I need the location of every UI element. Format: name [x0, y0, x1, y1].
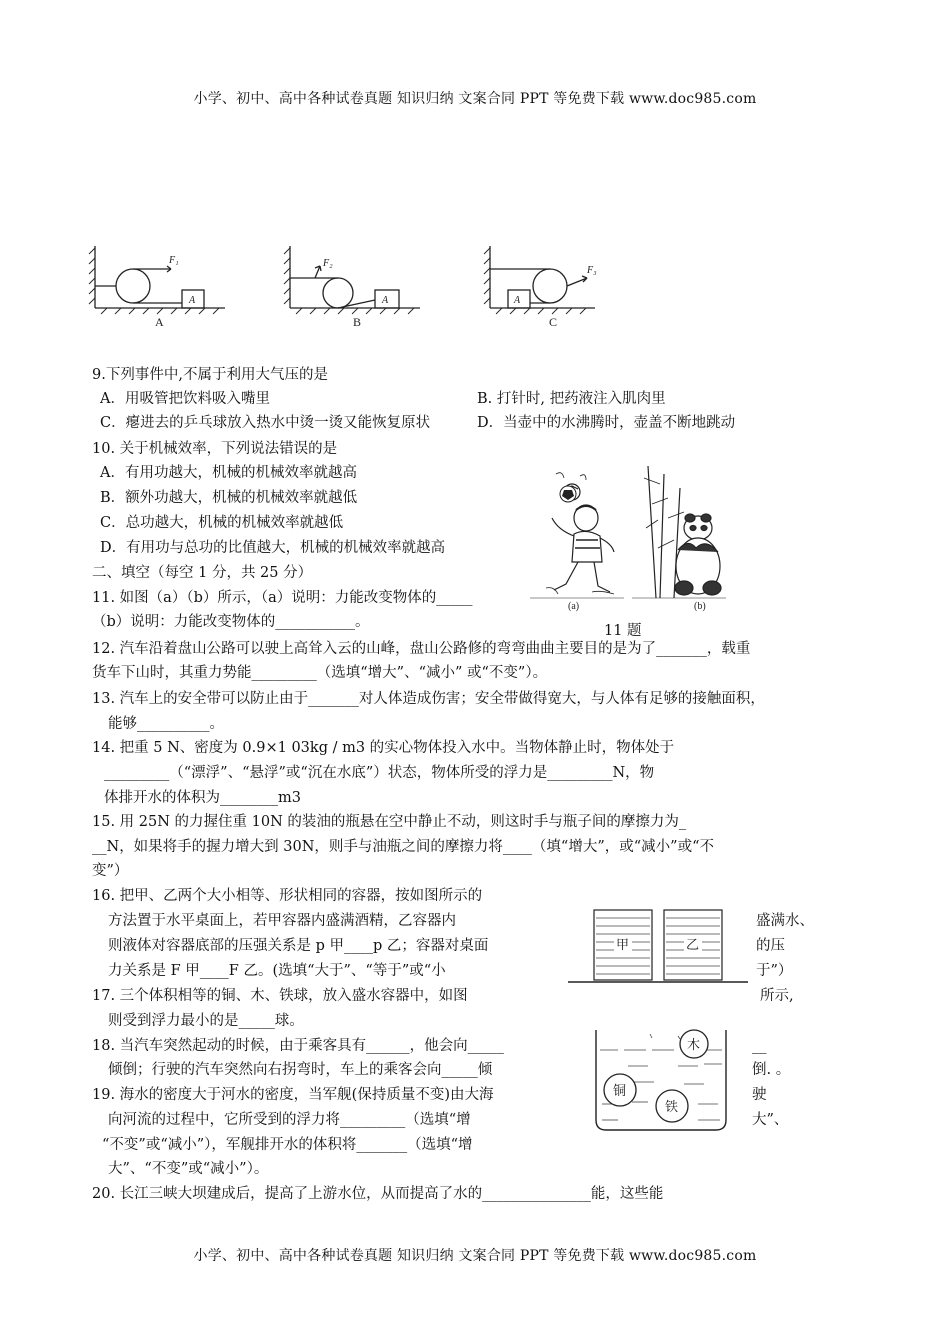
q17-line-1: 17. 三个体积相等的铜、木、铁球，放入盛水容器中，如图: [92, 988, 468, 1004]
q10-option-c: C．总功越大，机械的机械效率就越低: [100, 515, 344, 531]
q16-containers-figure: [568, 904, 748, 990]
q9-option-d: D．当壶中的水沸腾时，壶盖不断地跳动: [477, 415, 736, 431]
ball-wood-label: 木: [687, 1037, 701, 1052]
force-f1-label: F₁: [169, 255, 179, 266]
fig-b-label: (b): [694, 601, 706, 612]
force-f2-label: F₂: [323, 258, 333, 269]
block-a-label: A: [189, 295, 196, 306]
q14-line-1: 14. 把重 5 N、密度为 0.9×1 03kg / m3 的实心物体投入水中。当物体静止时，物体处于: [92, 740, 675, 756]
q18-line-2: 倾倒；行驶的汽车突然向右拐弯时，车上的乘客会向_____倾: [108, 1062, 493, 1078]
q11-line-1: 11. 如图（a）（b）所示，（a）说明：力能改变物体的_____: [92, 590, 473, 606]
q9-option-c: C．瘪进去的乒乓球放入热水中烫一烫又能恢复原状: [100, 415, 431, 431]
q10-option-d: D．有用功与总功的比值越大，机械的机械效率就越高: [100, 540, 446, 556]
q12-line-1: 12. 汽车沿着盘山公路可以驶上高耸入云的山峰，盘山公路修的弯弯曲曲主要目的是为了_______，载重: [92, 641, 751, 657]
q16-line-4-right: 于”）: [756, 963, 793, 979]
q17-balls-figure: [588, 1024, 736, 1136]
q14-line-2: _________（“漂浮”、“悬浮”或“沉在水底”）状态，物体所受的浮力是_________N，物: [104, 765, 655, 781]
q16-line-2-right: 盛满水、: [756, 913, 814, 929]
q14-line-3: 体排开水的体积为________m3: [104, 790, 301, 806]
q15-line-2: __N，如果将手的握力增大到 30N，则手与油瓶之间的摩擦力将____（填“增大”，或“减小”或“不: [92, 839, 714, 855]
q19-line-1: 19. 海水的密度大于河水的密度，当军舰(保持质量不变)由大海: [92, 1087, 494, 1103]
q9-option-b: B. 打针时, 把药液注入肌肉里: [477, 391, 666, 407]
q16-line-4: 力关系是 F 甲____F 乙。(选填“大于”、“等于”或“小: [108, 963, 446, 979]
q17-line-2: 则受到浮力最小的是_____球。: [108, 1013, 304, 1029]
force-f3-label: F₃: [587, 265, 597, 276]
q15-line-3: 变”）: [92, 863, 129, 879]
page-header: 小学、初中、高中各种试卷真题 知识归纳 文案合同 PPT 等免费下载 www.doc985.com: [193, 91, 757, 107]
q18-line-1-right: __: [752, 1038, 767, 1054]
q12-line-2: 货车下山时，其重力势能_________（选填“增大”、“减小” 或“不变”）。: [92, 665, 548, 681]
q16-line-1: 16. 把甲、乙两个大小相等、形状相同的容器，按如图所示的: [92, 888, 483, 904]
q11-figure: [528, 458, 728, 610]
q9-stem: 9.下列事件中,不属于利用大气压的是: [92, 367, 328, 383]
figure-b-label: B: [353, 315, 362, 329]
q19-line-2: 向河流的过程中，它所受到的浮力将_________（选填“增: [108, 1112, 471, 1128]
ball-copper-label: 铜: [613, 1083, 627, 1098]
q10-option-a: A．有用功越大，机械的机械效率就越高: [100, 465, 357, 481]
q18-line-2-right: 倒. 。: [752, 1062, 791, 1078]
q19-line-3: “不变”或“减小”），军舰排开水的体积将_______（选填“增: [102, 1137, 473, 1153]
block-b-label: A: [382, 295, 389, 306]
q19-line-2-right: 大”、: [752, 1112, 789, 1128]
q19-line-1-right: 驶: [752, 1087, 767, 1103]
container-yi-label: 乙: [686, 937, 700, 952]
q18-line-1: 18. 当汽车突然起动的时候，由于乘客具有______，他会向_____: [92, 1038, 504, 1054]
q17-line-1-right: 所示,: [760, 988, 794, 1004]
q11-caption: 11 题: [604, 623, 642, 639]
q16-line-3-right: 的压: [756, 938, 785, 954]
pulley-diagrams: [85, 238, 595, 330]
q9-option-a: A．用吸管把饮料吸入嘴里: [100, 391, 270, 407]
ball-iron-label: 铁: [665, 1099, 679, 1114]
q19-line-4: 大”、“不变”或“减小”）。: [108, 1161, 269, 1177]
q10-stem: 10. 关于机械效率，下列说法错误的是: [92, 441, 338, 457]
q13-line-1: 13. 汽车上的安全带可以防止由于_______对人体造成伤害；安全带做得宽大，与人体有足够的接触面积，: [92, 691, 765, 707]
page-footer: 小学、初中、高中各种试卷真题 知识归纳 文案合同 PPT 等免费下载 www.doc985.com: [193, 1248, 757, 1264]
block-c-label: A: [514, 295, 521, 306]
q15-line-1: 15. 用 25N 的力握住重 10N 的装油的瓶悬在空中静止不动，则这时手与瓶子间的摩擦力为_: [92, 814, 687, 830]
container-jia-label: 甲: [616, 937, 630, 952]
figure-c-label: C: [549, 315, 558, 329]
fig-a-label: (a): [568, 601, 580, 612]
q11-line-2: （b）说明：力能改变物体的___________。: [92, 614, 370, 630]
q20-line-1: 20. 长江三峡大坝建成后，提高了上游水位，从而提高了水的_______________能，这些能: [92, 1186, 664, 1202]
q13-line-2: 能够__________。: [108, 716, 224, 732]
section-2-heading: 二、填空（每空 1 分，共 25 分）: [92, 565, 313, 581]
q16-line-3: 则液体对容器底部的压强关系是 p 甲____p 乙；容器对桌面: [108, 938, 489, 954]
q16-line-2: 方法置于水平桌面上，若甲容器内盛满酒精，乙容器内: [108, 913, 456, 929]
figure-a-label: A: [155, 315, 164, 329]
q10-option-b: B．额外功越大，机械的机械效率就越低: [100, 490, 358, 506]
